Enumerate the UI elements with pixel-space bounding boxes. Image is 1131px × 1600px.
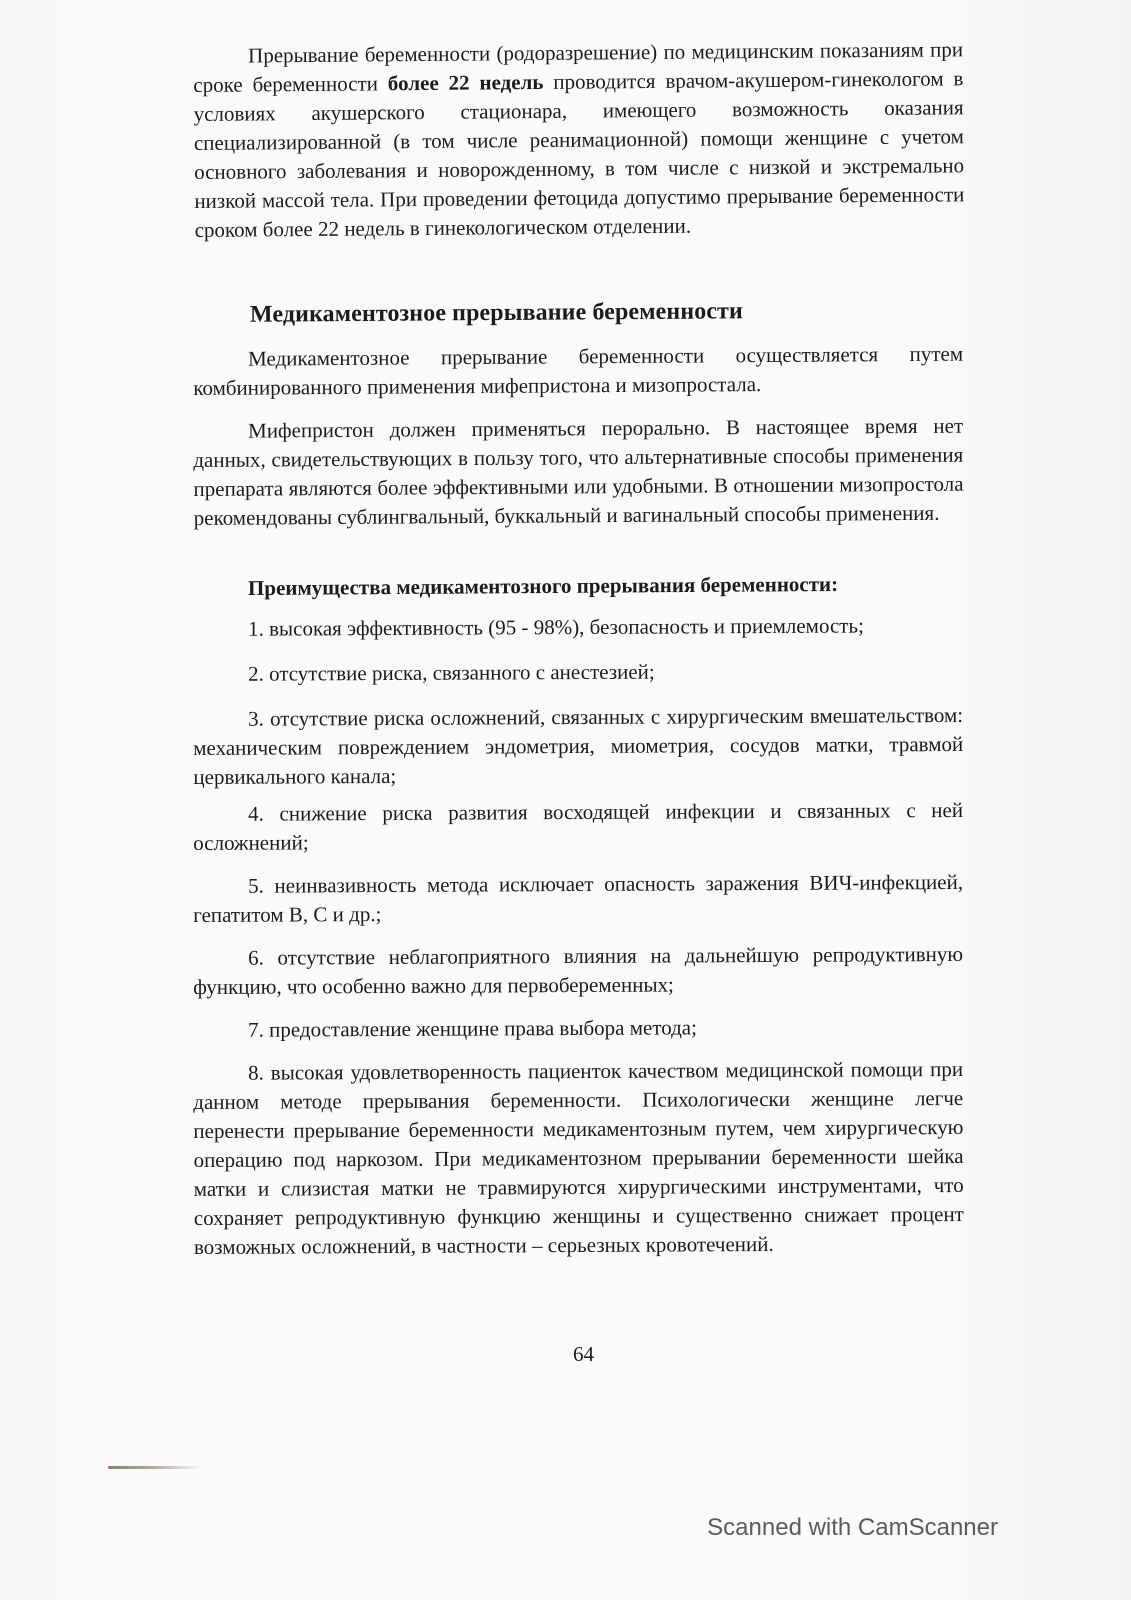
intro-text-start: Прерывание беременности (родоразрешение) по медицинским показаниям при сроке беременности (193, 37, 964, 97)
advantage-item-2: 2. отсутствие риска, связанного с анестезией; (248, 659, 655, 686)
advantage-item-3: 3. отсутствие риска осложнений, связанных с хирургическим вмешательством: механическим повреждением эндометрия, миометрия, сосудов матки, травмой цервикального канала; (193, 702, 964, 789)
section-paragraph-2: Мифепристон должен применяться перорально. В настоящее время нет данных, свидетельствующих в пользу того, что альтернативные способы применения препарата являются более эффективными или удобными. В отношении мизопростола рекомендованы сублингвальный, буккальный и вагинальный способы применения. (193, 413, 964, 530)
advantages-heading: Преимущества медикаментозного прерывания беременности: (247, 571, 839, 601)
advantage-item-6: 6. отсутствие неблагоприятного влияния на дальнейшую репродуктивную функцию, что особенно важно для первобеременных; (193, 941, 964, 999)
scanner-watermark: Scanned with CamScanner (707, 1514, 998, 1541)
advantage-item-4: 4. снижение риска развития восходящей инфекции и связанных с ней осложнений; (193, 797, 964, 855)
advantage-item-7: 7. предоставление женщине права выбора метода; (248, 1015, 697, 1042)
scan-artifact-line (108, 1466, 203, 1469)
intro-bold-term: более 22 недель (387, 69, 544, 96)
section-heading: Медикаментозное прерывание беременности (249, 298, 743, 328)
section-paragraph-1: Медикаментозное прерывание беременности осуществляется путем комбинированного применения мифепристона и мизопростала. (193, 341, 964, 400)
intro-text-end: проводится врачом-акушером-гинекологом в условиях акушерского стационара, имеющего возможность оказания специализированной (в том числе реанимационной) помощи женщине с учетом основного заболевания и новорожденному, в том числе с низкой и экстремально низкой массой тела. При проведении фетоцида допустимо прерывание беременности сроком более 22 недель в гинекологическом отделении. (193, 66, 965, 242)
advantage-item-1: 1. высокая эффективность (95 - 98%), безопасность и приемлемость; (248, 613, 864, 641)
advantage-item-8: 8. высокая удовлетворенность пациенток качеством медицинской помощи при данном методе прерывания беременности. Психологически женщине легче перенести прерывание беременности медикаментозным путем, чем хирургическую операцию под наркозом. При медикаментозном прерывании беременности шейка матки и слизистая матки не травмируются хирургическими инструментами, что сохраняет репродуктивную функцию женщины и существенно снижает процент возможных осложнений, в частности – серьезных кровотечений. (193, 1056, 964, 1259)
intro-paragraph (193, 35, 965, 245)
page-number: 64 (573, 1342, 594, 1366)
advantage-item-5: 5. неинвазивность метода исключает опасность заражения ВИЧ-инфекцией, гепатитом В, С и др.; (193, 869, 964, 927)
